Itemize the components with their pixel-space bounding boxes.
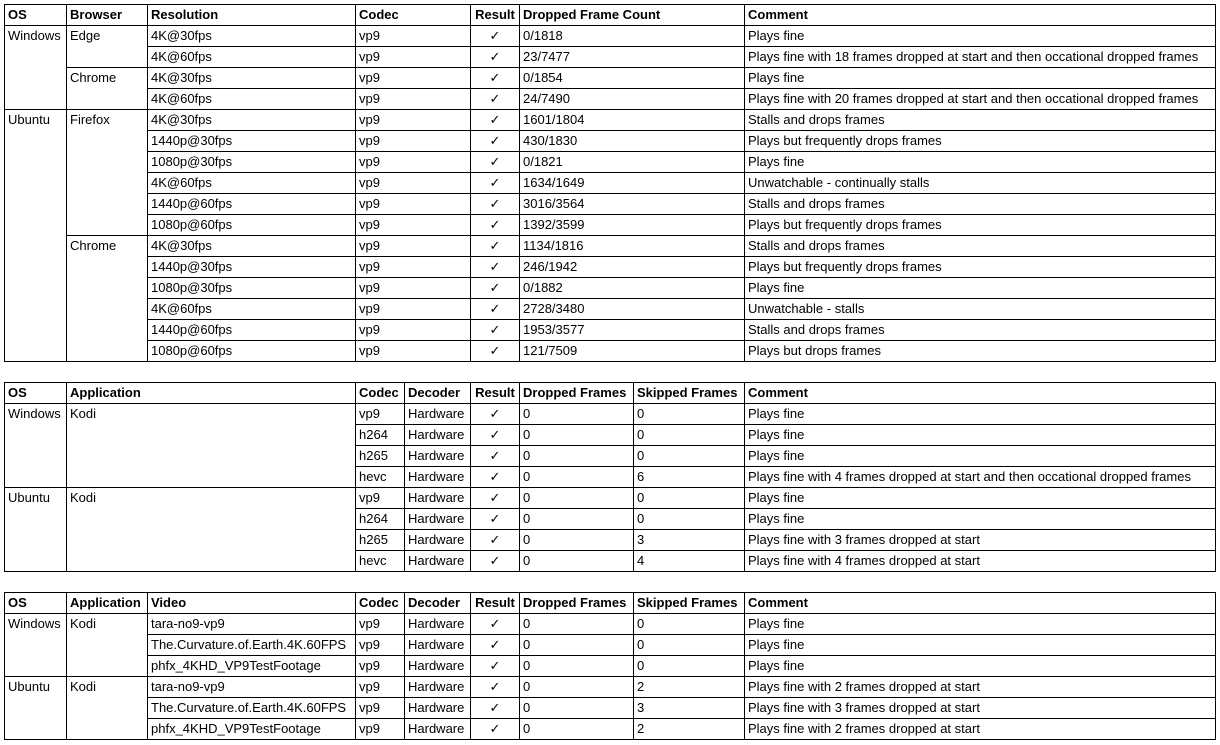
comment-cell: Plays fine bbox=[745, 509, 1216, 530]
os-cell: Ubuntu bbox=[5, 110, 67, 362]
codec-cell: vp9 bbox=[356, 68, 471, 89]
table-row bbox=[5, 404, 1216, 425]
skipped-frames-cell: 0 bbox=[634, 488, 745, 509]
resolution-cell: 1080p@30fps bbox=[148, 152, 356, 173]
dropped-frames-cell: 0 bbox=[520, 551, 634, 572]
header-skipped-frames: Skipped Frames bbox=[634, 593, 745, 614]
os-cell: Windows bbox=[5, 614, 67, 677]
table-row bbox=[5, 635, 1216, 656]
header-os: OS bbox=[5, 383, 67, 404]
table-row bbox=[5, 215, 1216, 236]
skipped-frames-cell: 0 bbox=[634, 656, 745, 677]
header-skipped-frames: Skipped Frames bbox=[634, 383, 745, 404]
application-cell: Kodi bbox=[67, 677, 148, 740]
skipped-frames-cell: 2 bbox=[634, 719, 745, 740]
table-row bbox=[5, 89, 1216, 110]
header-browser: Browser bbox=[67, 5, 148, 26]
dropped-frame-count-cell: 23/7477 bbox=[520, 47, 745, 68]
header-application: Application bbox=[67, 593, 148, 614]
table-row bbox=[5, 614, 1216, 635]
skipped-frames-cell: 4 bbox=[634, 551, 745, 572]
result-cell: ✓ bbox=[471, 614, 520, 635]
header-comment: Comment bbox=[745, 5, 1216, 26]
table-row bbox=[5, 341, 1216, 362]
dropped-frames-cell: 0 bbox=[520, 530, 634, 551]
table-row bbox=[5, 236, 1216, 257]
comment-cell: Plays fine bbox=[745, 488, 1216, 509]
table-row bbox=[5, 152, 1216, 173]
header-os: OS bbox=[5, 593, 67, 614]
resolution-cell: 1080p@60fps bbox=[148, 341, 356, 362]
video-cell: tara-no9-vp9 bbox=[148, 614, 356, 635]
dropped-frame-count-cell: 2728/3480 bbox=[520, 299, 745, 320]
result-cell: ✓ bbox=[471, 446, 520, 467]
result-cell: ✓ bbox=[471, 236, 520, 257]
table-row bbox=[5, 26, 1216, 47]
result-cell: ✓ bbox=[471, 425, 520, 446]
comment-cell: Plays fine bbox=[745, 152, 1216, 173]
header-result: Result bbox=[471, 5, 520, 26]
dropped-frame-count-cell: 1392/3599 bbox=[520, 215, 745, 236]
result-cell: ✓ bbox=[471, 152, 520, 173]
decoder-cell: Hardware bbox=[405, 551, 471, 572]
result-cell: ✓ bbox=[471, 110, 520, 131]
codec-cell: vp9 bbox=[356, 278, 471, 299]
header-codec: Codec bbox=[356, 5, 471, 26]
decoder-cell: Hardware bbox=[405, 404, 471, 425]
codec-cell: vp9 bbox=[356, 320, 471, 341]
dropped-frames-cell: 0 bbox=[520, 488, 634, 509]
dropped-frame-count-cell: 0/1854 bbox=[520, 68, 745, 89]
comment-cell: Plays fine with 4 frames dropped at start and then occational dropped frames bbox=[745, 467, 1216, 488]
result-cell: ✓ bbox=[471, 719, 520, 740]
resolution-cell: 4K@60fps bbox=[148, 89, 356, 110]
codec-cell: vp9 bbox=[356, 89, 471, 110]
comment-cell: Plays but frequently drops frames bbox=[745, 215, 1216, 236]
table-row bbox=[5, 488, 1216, 509]
codec-cell: vp9 bbox=[356, 677, 405, 698]
result-cell: ✓ bbox=[471, 404, 520, 425]
comment-cell: Plays fine bbox=[745, 68, 1216, 89]
decoder-cell: Hardware bbox=[405, 719, 471, 740]
comment-cell: Stalls and drops frames bbox=[745, 194, 1216, 215]
header-comment: Comment bbox=[745, 383, 1216, 404]
result-cell: ✓ bbox=[471, 194, 520, 215]
codec-cell: hevc bbox=[356, 551, 405, 572]
skipped-frames-cell: 0 bbox=[634, 404, 745, 425]
dropped-frames-cell: 0 bbox=[520, 614, 634, 635]
table-row bbox=[5, 719, 1216, 740]
dropped-frame-count-cell: 24/7490 bbox=[520, 89, 745, 110]
skipped-frames-cell: 3 bbox=[634, 530, 745, 551]
codec-cell: vp9 bbox=[356, 698, 405, 719]
result-cell: ✓ bbox=[471, 47, 520, 68]
resolution-cell: 4K@30fps bbox=[148, 26, 356, 47]
os-cell: Windows bbox=[5, 404, 67, 488]
resolution-cell: 4K@30fps bbox=[148, 110, 356, 131]
codec-cell: vp9 bbox=[356, 152, 471, 173]
application-cell: Kodi bbox=[67, 488, 356, 572]
result-cell: ✓ bbox=[471, 131, 520, 152]
dropped-frame-count-cell: 121/7509 bbox=[520, 341, 745, 362]
codec-cell: h265 bbox=[356, 446, 405, 467]
video-cell: phfx_4KHD_VP9TestFootage bbox=[148, 656, 356, 677]
resolution-cell: 1440p@30fps bbox=[148, 131, 356, 152]
resolution-cell: 1440p@60fps bbox=[148, 320, 356, 341]
decoder-cell: Hardware bbox=[405, 635, 471, 656]
result-cell: ✓ bbox=[471, 635, 520, 656]
skipped-frames-cell: 0 bbox=[634, 425, 745, 446]
os-cell: Ubuntu bbox=[5, 677, 67, 740]
skipped-frames-cell: 3 bbox=[634, 698, 745, 719]
table-row bbox=[5, 68, 1216, 89]
dropped-frames-cell: 0 bbox=[520, 404, 634, 425]
table-row bbox=[5, 677, 1216, 698]
browser-cell: Chrome bbox=[67, 68, 148, 110]
decoder-cell: Hardware bbox=[405, 488, 471, 509]
skipped-frames-cell: 2 bbox=[634, 677, 745, 698]
header-decoder: Decoder bbox=[405, 593, 471, 614]
dropped-frames-cell: 0 bbox=[520, 446, 634, 467]
comment-cell: Plays fine bbox=[745, 656, 1216, 677]
skipped-frames-cell: 6 bbox=[634, 467, 745, 488]
header-codec: Codec bbox=[356, 593, 405, 614]
comment-cell: Stalls and drops frames bbox=[745, 110, 1216, 131]
result-cell: ✓ bbox=[471, 467, 520, 488]
codec-cell: vp9 bbox=[356, 488, 405, 509]
decoder-cell: Hardware bbox=[405, 425, 471, 446]
application-cell: Kodi bbox=[67, 614, 148, 677]
kodi-codec-table bbox=[4, 382, 1216, 572]
video-cell: tara-no9-vp9 bbox=[148, 677, 356, 698]
codec-cell: h264 bbox=[356, 509, 405, 530]
decoder-cell: Hardware bbox=[405, 446, 471, 467]
skipped-frames-cell: 0 bbox=[634, 446, 745, 467]
result-cell: ✓ bbox=[471, 215, 520, 236]
comment-cell: Plays fine bbox=[745, 26, 1216, 47]
codec-cell: vp9 bbox=[356, 257, 471, 278]
header-comment: Comment bbox=[745, 593, 1216, 614]
resolution-cell: 1440p@60fps bbox=[148, 194, 356, 215]
dropped-frame-count-cell: 1634/1649 bbox=[520, 173, 745, 194]
table-row bbox=[5, 656, 1216, 677]
comment-cell: Plays but frequently drops frames bbox=[745, 131, 1216, 152]
header-result: Result bbox=[471, 593, 520, 614]
result-cell: ✓ bbox=[471, 551, 520, 572]
resolution-cell: 4K@60fps bbox=[148, 47, 356, 68]
decoder-cell: Hardware bbox=[405, 467, 471, 488]
dropped-frames-cell: 0 bbox=[520, 509, 634, 530]
comment-cell: Stalls and drops frames bbox=[745, 320, 1216, 341]
decoder-cell: Hardware bbox=[405, 698, 471, 719]
kodi-video-table bbox=[4, 592, 1216, 740]
comment-cell: Plays but drops frames bbox=[745, 341, 1216, 362]
application-cell: Kodi bbox=[67, 404, 356, 488]
result-cell: ✓ bbox=[471, 341, 520, 362]
dropped-frame-count-cell: 0/1882 bbox=[520, 278, 745, 299]
codec-cell: vp9 bbox=[356, 173, 471, 194]
resolution-cell: 1080p@60fps bbox=[148, 215, 356, 236]
decoder-cell: Hardware bbox=[405, 656, 471, 677]
table-row bbox=[5, 698, 1216, 719]
codec-cell: vp9 bbox=[356, 26, 471, 47]
comment-cell: Plays fine with 20 frames dropped at start and then occational dropped frames bbox=[745, 89, 1216, 110]
header-dropped-frames: Dropped Frames bbox=[520, 383, 634, 404]
comment-cell: Plays fine bbox=[745, 425, 1216, 446]
result-cell: ✓ bbox=[471, 656, 520, 677]
result-cell: ✓ bbox=[471, 677, 520, 698]
result-cell: ✓ bbox=[471, 320, 520, 341]
header-row bbox=[5, 593, 1216, 614]
resolution-cell: 4K@60fps bbox=[148, 299, 356, 320]
resolution-cell: 4K@30fps bbox=[148, 236, 356, 257]
table-row bbox=[5, 194, 1216, 215]
codec-cell: vp9 bbox=[356, 110, 471, 131]
decoder-cell: Hardware bbox=[405, 614, 471, 635]
comment-cell: Stalls and drops frames bbox=[745, 236, 1216, 257]
browser-playback-table bbox=[4, 4, 1216, 362]
result-cell: ✓ bbox=[471, 26, 520, 47]
header-resolution: Resolution bbox=[148, 5, 356, 26]
comment-cell: Plays fine with 4 frames dropped at start bbox=[745, 551, 1216, 572]
codec-cell: vp9 bbox=[356, 635, 405, 656]
dropped-frames-cell: 0 bbox=[520, 635, 634, 656]
browser-cell: Firefox bbox=[67, 110, 148, 236]
result-cell: ✓ bbox=[471, 257, 520, 278]
comment-cell: Plays fine bbox=[745, 446, 1216, 467]
resolution-cell: 4K@30fps bbox=[148, 68, 356, 89]
header-codec: Codec bbox=[356, 383, 405, 404]
comment-cell: Unwatchable - stalls bbox=[745, 299, 1216, 320]
codec-cell: vp9 bbox=[356, 719, 405, 740]
comment-cell: Unwatchable - continually stalls bbox=[745, 173, 1216, 194]
codec-cell: vp9 bbox=[356, 404, 405, 425]
result-cell: ✓ bbox=[471, 488, 520, 509]
comment-cell: Plays fine with 2 frames dropped at start bbox=[745, 677, 1216, 698]
video-cell: The.Curvature.of.Earth.4K.60FPS bbox=[148, 698, 356, 719]
comment-cell: Plays fine bbox=[745, 614, 1216, 635]
browser-cell: Chrome bbox=[67, 236, 148, 362]
resolution-cell: 1440p@30fps bbox=[148, 257, 356, 278]
codec-cell: h264 bbox=[356, 425, 405, 446]
table-row bbox=[5, 278, 1216, 299]
header-decoder: Decoder bbox=[405, 383, 471, 404]
dropped-frames-cell: 0 bbox=[520, 656, 634, 677]
codec-cell: vp9 bbox=[356, 656, 405, 677]
comment-cell: Plays but frequently drops frames bbox=[745, 257, 1216, 278]
codec-cell: vp9 bbox=[356, 47, 471, 68]
os-cell: Ubuntu bbox=[5, 488, 67, 572]
dropped-frame-count-cell: 1134/1816 bbox=[520, 236, 745, 257]
decoder-cell: Hardware bbox=[405, 509, 471, 530]
resolution-cell: 4K@60fps bbox=[148, 173, 356, 194]
table-row bbox=[5, 299, 1216, 320]
dropped-frames-cell: 0 bbox=[520, 425, 634, 446]
header-row bbox=[5, 5, 1216, 26]
comment-cell: Plays fine bbox=[745, 635, 1216, 656]
result-cell: ✓ bbox=[471, 278, 520, 299]
dropped-frame-count-cell: 0/1821 bbox=[520, 152, 745, 173]
video-cell: phfx_4KHD_VP9TestFootage bbox=[148, 719, 356, 740]
resolution-cell: 1080p@30fps bbox=[148, 278, 356, 299]
dropped-frames-cell: 0 bbox=[520, 698, 634, 719]
codec-cell: vp9 bbox=[356, 614, 405, 635]
comment-cell: Plays fine with 18 frames dropped at start and then occational dropped frames bbox=[745, 47, 1216, 68]
codec-cell: vp9 bbox=[356, 194, 471, 215]
skipped-frames-cell: 0 bbox=[634, 509, 745, 530]
dropped-frame-count-cell: 246/1942 bbox=[520, 257, 745, 278]
header-os: OS bbox=[5, 5, 67, 26]
table-row bbox=[5, 110, 1216, 131]
table-row bbox=[5, 47, 1216, 68]
codec-cell: vp9 bbox=[356, 341, 471, 362]
table-row bbox=[5, 257, 1216, 278]
header-row bbox=[5, 383, 1216, 404]
decoder-cell: Hardware bbox=[405, 530, 471, 551]
dropped-frame-count-cell: 1953/3577 bbox=[520, 320, 745, 341]
codec-cell: vp9 bbox=[356, 236, 471, 257]
codec-cell: vp9 bbox=[356, 215, 471, 236]
codec-cell: vp9 bbox=[356, 299, 471, 320]
dropped-frame-count-cell: 0/1818 bbox=[520, 26, 745, 47]
header-video: Video bbox=[148, 593, 356, 614]
video-cell: The.Curvature.of.Earth.4K.60FPS bbox=[148, 635, 356, 656]
table-row bbox=[5, 131, 1216, 152]
dropped-frames-cell: 0 bbox=[520, 467, 634, 488]
codec-cell: h265 bbox=[356, 530, 405, 551]
comment-cell: Plays fine bbox=[745, 278, 1216, 299]
browser-cell: Edge bbox=[67, 26, 148, 68]
dropped-frame-count-cell: 430/1830 bbox=[520, 131, 745, 152]
result-cell: ✓ bbox=[471, 530, 520, 551]
dropped-frame-count-cell: 3016/3564 bbox=[520, 194, 745, 215]
result-cell: ✓ bbox=[471, 68, 520, 89]
os-cell: Windows bbox=[5, 26, 67, 110]
dropped-frames-cell: 0 bbox=[520, 719, 634, 740]
header-result: Result bbox=[471, 383, 520, 404]
codec-cell: hevc bbox=[356, 467, 405, 488]
result-cell: ✓ bbox=[471, 89, 520, 110]
dropped-frame-count-cell: 1601/1804 bbox=[520, 110, 745, 131]
header-application: Application bbox=[67, 383, 356, 404]
result-cell: ✓ bbox=[471, 299, 520, 320]
comment-cell: Plays fine with 2 frames dropped at start bbox=[745, 719, 1216, 740]
table-row bbox=[5, 173, 1216, 194]
result-cell: ✓ bbox=[471, 698, 520, 719]
header-dropped-frame-count: Dropped Frame Count bbox=[520, 5, 745, 26]
result-cell: ✓ bbox=[471, 509, 520, 530]
dropped-frames-cell: 0 bbox=[520, 677, 634, 698]
result-cell: ✓ bbox=[471, 173, 520, 194]
comment-cell: Plays fine bbox=[745, 404, 1216, 425]
skipped-frames-cell: 0 bbox=[634, 635, 745, 656]
decoder-cell: Hardware bbox=[405, 677, 471, 698]
codec-cell: vp9 bbox=[356, 131, 471, 152]
header-dropped-frames: Dropped Frames bbox=[520, 593, 634, 614]
skipped-frames-cell: 0 bbox=[634, 614, 745, 635]
table-row bbox=[5, 320, 1216, 341]
comment-cell: Plays fine with 3 frames dropped at start bbox=[745, 530, 1216, 551]
comment-cell: Plays fine with 3 frames dropped at start bbox=[745, 698, 1216, 719]
